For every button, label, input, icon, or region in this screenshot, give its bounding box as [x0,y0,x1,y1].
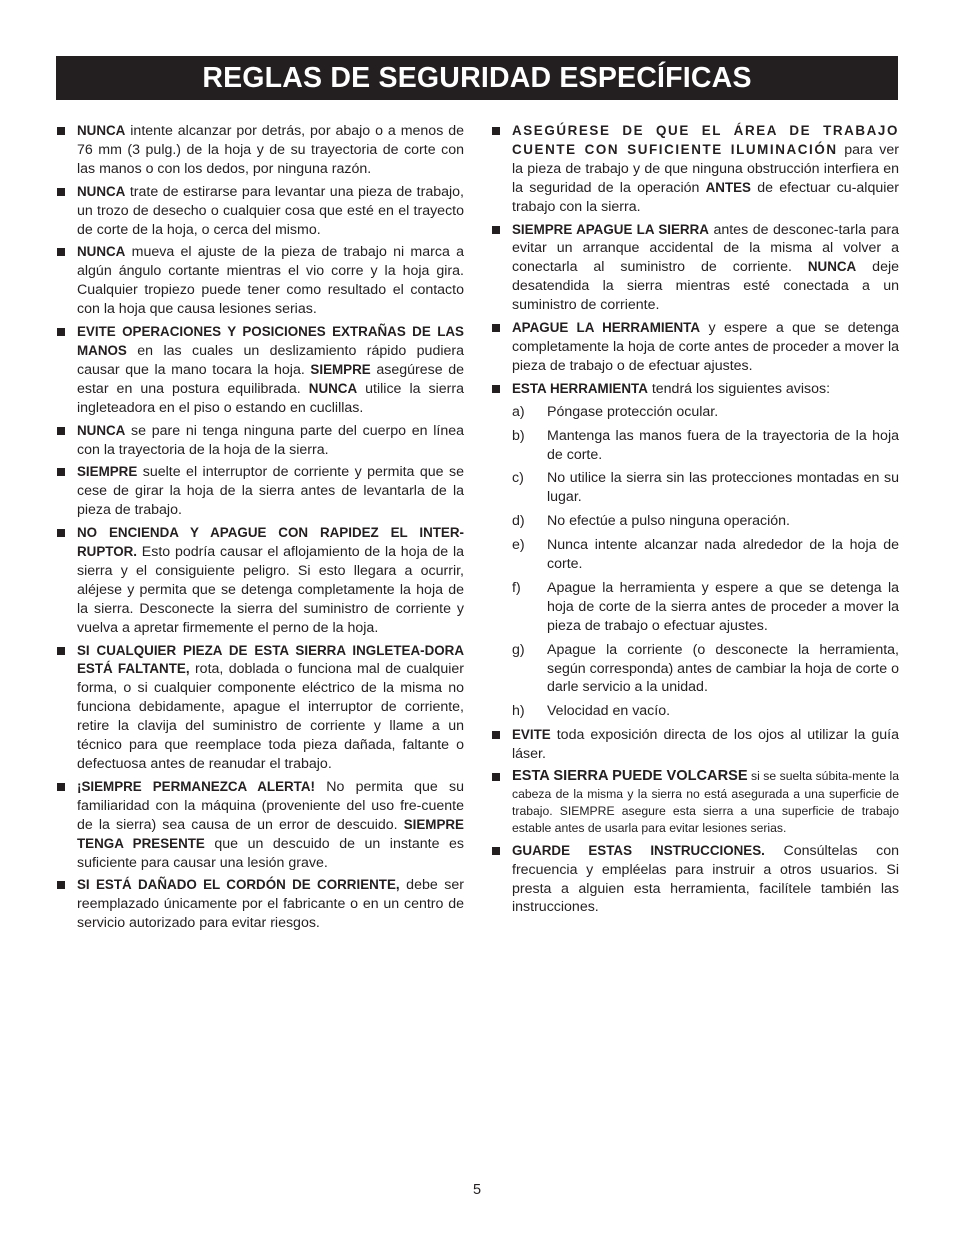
item-text: No utilice la sierra sin las protecciones montadas en su lugar. [547,470,899,506]
rule-keyword: SI CUALQUIER PIEZA DE ESTA SIERRA INGLETEA-DORA ESTÁ FALTANTE, [77,642,464,677]
rule-text: Consúltelas con frecuencia y empléelas para instruir a otros usuarios. Si presta a alguien esta herramienta, facilítele también las instrucciones. [512,842,899,916]
item-letter: e) [512,537,525,554]
square-bullet-icon [57,881,65,889]
item-letter: d) [512,513,525,530]
rule-keyword: NUNCA [807,259,857,275]
item-text: Nunca intente alcanzar nada alrededor de la hoja de corte. [547,537,899,573]
square-bullet-icon [57,468,65,476]
rule-item [491,768,899,838]
rule-text: se pare ni tenga ninguna parte del cuerpo en línea con la trayectoria de la hoja de la sierra. [77,422,464,458]
rule-item [56,122,464,179]
rule-text: si se suelta súbita-mente la cabeza de la misma y la sierra no está asegurada a una superficie de trabajo. SIEMPRE asegure esta sierra a una superficie de trabajo estable antes de usarla para evitar lesiones serias. [512,769,899,836]
square-bullet-icon [492,385,500,393]
rule-keyword: NUNCA [77,183,126,199]
rule-item [491,726,899,764]
square-bullet-icon [492,773,500,781]
item-letter: h) [512,703,525,720]
square-bullet-icon [57,783,65,791]
rule-keyword: ¡SIEMPRE PERMANEZCA ALERTA! [77,778,315,794]
rule-text: utilice la sierra ingleteadora en el piso o estando en cuclillas. [77,380,464,416]
warning-label-item [512,403,899,422]
square-bullet-icon [57,328,65,336]
rule-item [491,319,899,376]
warning-label-item [512,536,899,574]
rule-keyword: NUNCA [77,244,126,260]
rule-text: debe ser reemplazado únicamente por el fabricante o en un centro de servicio autorizado para evitar riesgos. [77,877,464,932]
item-letter: b) [512,427,525,444]
rule-keyword: GUARDE ESTAS INSTRUCCIONES. [512,842,765,858]
rule-keyword: ANTES [705,179,751,195]
page-title: REGLAS DE SEGURIDAD ESPECÍFICAS [202,61,752,94]
item-text: No efectúe a pulso ninguna operación. [547,513,790,530]
left-column [56,122,464,937]
square-bullet-icon [492,731,500,739]
item-text: Apague la herramienta y espere a que se detenga la hoja de corte de la sierra antes de proceder a mover la pieza de trabajo o efectuar ajustes. [547,579,899,634]
item-letter: g) [512,641,525,658]
rule-item [56,524,464,637]
rule-item [491,122,899,217]
warning-label-item [512,641,899,698]
square-bullet-icon [57,529,65,537]
square-bullet-icon [492,226,500,234]
rule-keyword: EVITE OPERACIONES Y POSICIONES EXTRAÑAS DE LAS MANOS [77,324,464,358]
rule-text: intente alcanzar por detrás, por abajo o a menos de 76 mm (3 pulg.) de la hoja y de su trayectoria de corte con las manos o con los dedos, por ninguna razón. [77,123,464,177]
item-letter: f) [512,579,521,596]
warning-label-item [512,512,899,531]
warning-label-item [512,469,899,507]
rule-keyword: APAGUE LA HERRAMIENTA [512,320,701,336]
rule-text: suelte el interruptor de corriente y permita que se cese de girar la hoja de la sierra antes de levantarla de la pieza de trabajo. [77,464,464,519]
item-text: Mantenga las manos fuera de la trayectoria de la hoja de corte. [547,427,899,463]
warning-label-item [512,702,899,721]
square-bullet-icon [57,127,65,135]
rule-keyword: NUNCA [308,380,358,396]
rule-keyword: SIEMPRE TENGA PRESENTE [77,816,464,851]
item-text: Apague la corriente (o desconecte la herramienta, según corresponda) antes de cambiar la hoja de corte o darle servicio a la unidad. [547,641,899,696]
rule-keyword: SIEMPRE [310,361,371,377]
rule-text: toda exposición directa de los ojos al utilizar la guía láser. [512,727,899,763]
rule-item [491,842,899,918]
item-letter: c) [512,470,524,487]
rule-item [56,422,464,460]
square-bullet-icon [492,324,500,332]
rule-text: deje desatendida la sierra mientras esté conectada a un suministro de corriente. [512,259,899,314]
rule-keyword: ESTA HERRAMIENTA [512,380,648,396]
rule-item [56,243,464,319]
rule-text: antes de desconec-tarla para evitar un arranque accidental de la misma al volver a conectarla al suministro de corriente. [512,221,899,276]
rule-text: que un descuido de un instante es suficiente para causar una lesión grave. [77,835,464,871]
rule-text: asegúrese de estar en una postura equilibrada. [77,361,464,397]
right-column [491,122,899,921]
rule-text: Esto podría causar el aflojamiento de la hoja de la sierra y el consiguiente peligro. Si esto llegara a ocurrir, aléjese y permita que se detenga completamente la hoja de la sierra. Desconecte la sierra del suministro de corriente y vuelva a apretar firmemente el perno de la hoja. [77,544,464,636]
rule-item [491,221,899,316]
page-number: 5 [472,1182,482,1198]
item-text: Velocidad en vacío. [547,703,671,720]
warning-labels-list [512,403,899,722]
rule-keyword: ESTA SIERRA PUEDE VOLCARSE [512,768,748,785]
warning-label-item [512,427,899,465]
rule-keyword: SIEMPRE APAGUE LA SIERRA [512,221,709,237]
rule-item [56,642,464,774]
rule-text: rota, doblada o funciona mal de cualquier forma, o si cualquier componente eléctrico de la misma no funciona debidamente, apague el interruptor de corriente, retire la clavija del suministro de corriente y llame a un técnico para que reemplace toda pieza dañada, faltante o defectuosa antes de reanudar el trabajo. [77,661,464,772]
item-text: Póngase protección ocular. [547,403,719,420]
rule-text: de efectuar cu-alquier trabajo con la sierra. [512,179,900,215]
rule-text: y espere a que se detenga completamente la hoja de corte antes de proceder a mover la pieza de trabajo o de efectuar ajustes. [512,320,899,374]
rule-text: trate de estirarse para levantar una pieza de trabajo, un trozo de desecho o cualquier cosa que esté en el trayecto de corte de la hoja, o cerca del mismo. [77,183,464,238]
warning-label-item [512,579,899,636]
rule-text: en las cuales un deslizamiento rápido pudiera causar que la mano tocara la hoja. [77,342,464,378]
rule-text: tendrá los siguientes avisos: [647,380,831,397]
rule-keyword: EVITE [512,727,551,743]
rule-text: No permita que su familiaridad con la máquina (proveniente del uso fre-cuente de la sierra) sea causa de un error de descuido. [77,778,464,833]
square-bullet-icon [492,127,500,135]
square-bullet-icon [57,248,65,256]
square-bullet-icon [57,188,65,196]
rule-keyword: SIEMPRE [77,464,138,480]
rule-keyword: ASEGÚRESE DE QUE EL ÁREA DE TRABAJO CUENTE CON SUFICIENTE ILUMINACIÓN [512,123,899,157]
rule-item [56,876,464,933]
square-bullet-icon [57,647,65,655]
rule-item [56,463,464,520]
rule-item [56,183,464,240]
rule-keyword: NUNCA [77,123,126,138]
item-letter: a) [512,403,525,420]
square-bullet-icon [492,847,500,855]
rule-item [491,380,899,399]
rule-keyword: NUNCA [77,422,126,438]
rule-keyword: NO ENCIENDA Y APAGUE CON RAPIDEZ EL INTER-RUPTOR. [77,525,464,560]
rule-keyword: SI ESTÁ DAÑADO EL CORDÓN DE CORRIENTE, [77,877,400,893]
rule-item [56,323,464,418]
rule-text: para ver la pieza de trabajo y de que ninguna obstrucción interfiera en la seguridad de la operación [512,141,899,196]
square-bullet-icon [57,427,65,435]
rule-item [56,778,464,873]
section-header-bar [56,56,898,100]
rule-text: mueva el ajuste de la pieza de trabajo ni marca a algún ángulo cortante mientras el vio corre y la hoja gira. Cualquier tropiezo puede tener como resultado el contacto con la hoja que causa lesiones serias. [77,244,464,318]
